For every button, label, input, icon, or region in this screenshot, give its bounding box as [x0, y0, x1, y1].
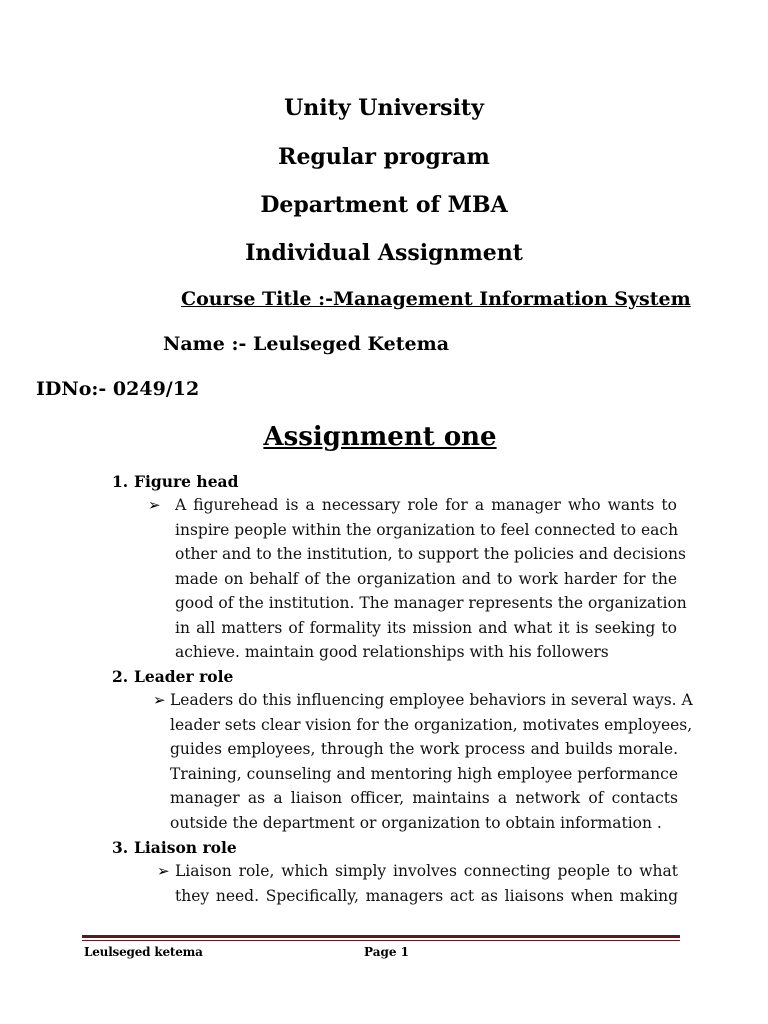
- item-heading-leader-role: [112, 667, 233, 687]
- item-title: Liaison role: [134, 838, 237, 857]
- department-name: Department of MBA: [260, 192, 508, 218]
- item-number: 2.: [112, 667, 129, 686]
- footer-rule-thin: [82, 940, 680, 941]
- university-name: Unity University: [284, 95, 484, 121]
- item-paragraph-liaison-role: [175, 859, 678, 908]
- paragraph-line: good of the institution. The manager represents the organization: [175, 594, 687, 612]
- arrow-bullet-icon: ➢: [157, 862, 170, 880]
- paragraph-line: A figurehead is a necessary role for a manager who wants to: [175, 496, 677, 514]
- paragraph-line: other and to the institution, to support the policies and decisions: [175, 545, 686, 563]
- student-id: IDNo:- 0249/12: [36, 378, 200, 400]
- assignment-type: Individual Assignment: [245, 240, 523, 266]
- paragraph-line: outside the department or organization to obtain information .: [170, 813, 662, 832]
- paragraph-line: Liaison role, which simply involves connecting people to what: [175, 862, 678, 880]
- paragraph-line: inspire people within the organization to feel connected to each: [175, 520, 679, 539]
- assignment-title: Assignment one: [263, 422, 497, 452]
- arrow-bullet-icon: ➢: [153, 691, 166, 709]
- paragraph-line: Training, counseling and mentoring high employee performance: [170, 764, 678, 783]
- footer-page-number: Page 1: [364, 945, 410, 959]
- paragraph-line: manager as a liaison officer, maintains a network of contacts: [170, 789, 678, 807]
- paragraph-line: guides employees, through the work process and builds morale.: [170, 740, 678, 758]
- item-heading-liaison-role: [112, 838, 237, 858]
- item-number: 1.: [112, 472, 129, 491]
- program-name: Regular program: [278, 144, 490, 170]
- paragraph-line: in all matters of formality its mission and what it is seeking to: [175, 618, 677, 637]
- item-title: Leader role: [134, 667, 234, 686]
- student-name: Name :- Leulseged Ketema: [163, 333, 450, 355]
- paragraph-line: made on behalf of the organization and to work harder for the: [175, 569, 677, 588]
- arrow-bullet-icon: ➢: [148, 496, 161, 514]
- paragraph-line: Leaders do this influencing employee behaviors in several ways. A: [170, 691, 693, 709]
- item-heading-figure-head: [112, 472, 238, 492]
- item-paragraph-leader-role: [170, 688, 693, 835]
- footer-rule-thick: [82, 935, 680, 938]
- paragraph-line: they need. Specifically, managers act as liaisons when making: [175, 886, 678, 905]
- paragraph-line: leader sets clear vision for the organization, motivates employees,: [170, 715, 693, 734]
- course-title: Course Title :-Management Information System: [181, 288, 691, 310]
- item-number: 3.: [112, 838, 129, 857]
- item-paragraph-figure-head: [175, 493, 687, 665]
- item-title: Figure head: [134, 472, 239, 491]
- paragraph-line: achieve. maintain good relationships with his followers: [175, 643, 609, 661]
- footer-author: Leulseged ketema: [84, 945, 203, 959]
